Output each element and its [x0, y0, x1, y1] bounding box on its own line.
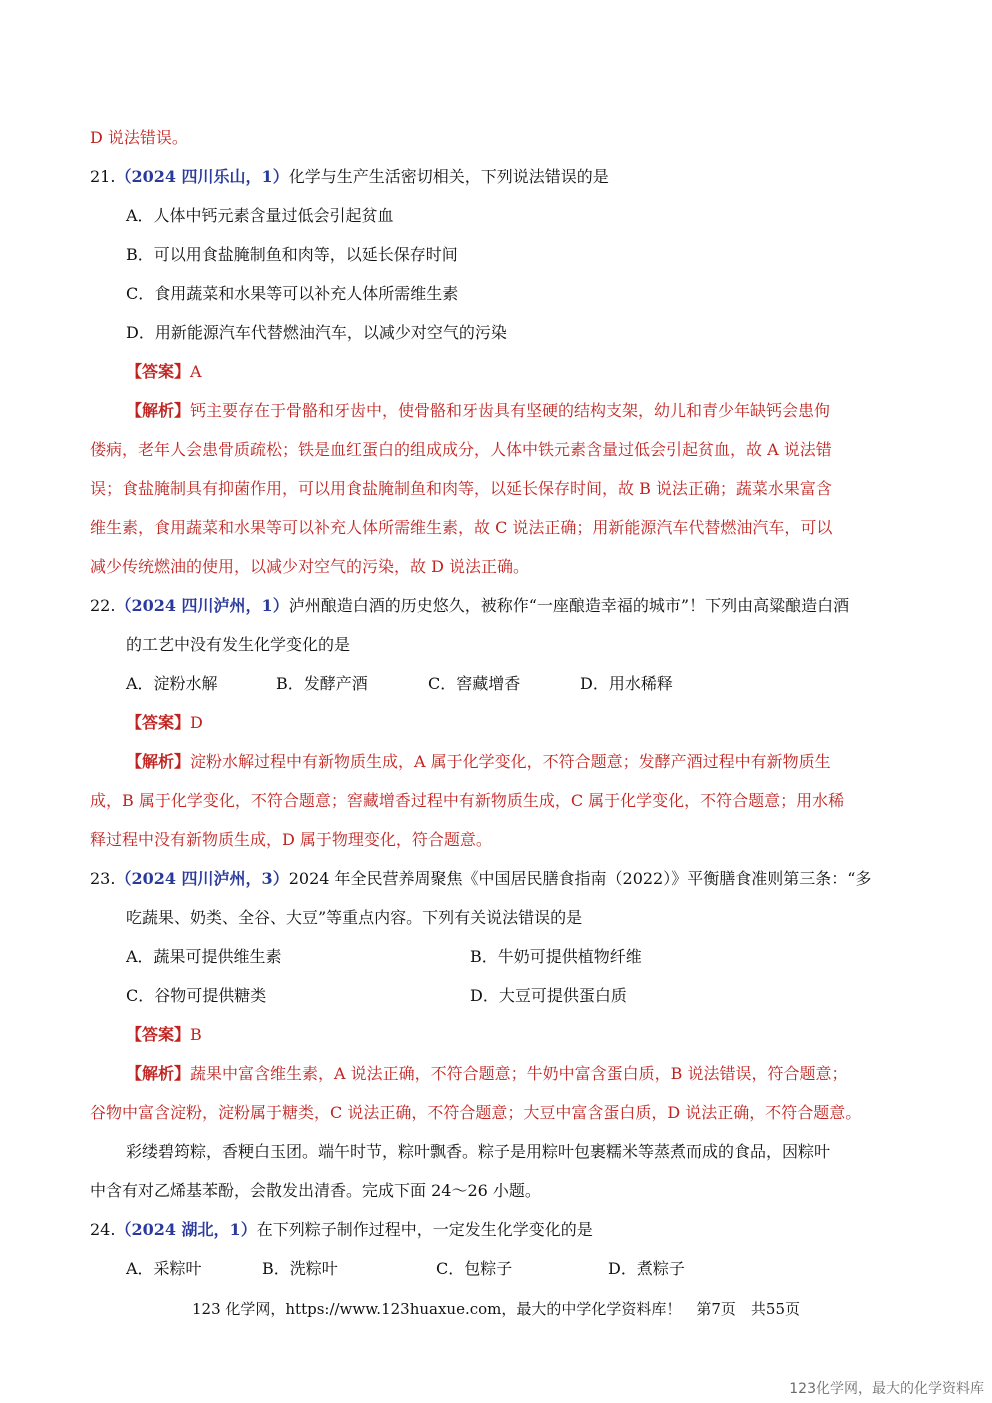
question-22-stem-line-2: 的工艺中没有发生化学变化的是: [126, 635, 351, 654]
q22-answer: [126, 712, 203, 734]
question-source-tag: （2024 四川泸州，1）: [115, 596, 289, 615]
q22-analysis-line-3: 释过程中没有新物质生成，D 属于物理变化，符合题意。: [90, 830, 492, 849]
site-watermark: 123化学网，最大的化学资料库: [789, 1381, 984, 1397]
question-number: 24.: [90, 1220, 116, 1239]
answer-label: 【答案】: [126, 713, 191, 732]
q23-option-c: C．谷物可提供糖类: [126, 986, 267, 1005]
q24-option-a: A．采粽叶: [126, 1259, 202, 1278]
q22-analysis-line-1: [126, 751, 831, 773]
q21-analysis-line-3: 误；食盐腌制具有抑菌作用，可以用食盐腌制鱼和肉等，以延长保存时间，故 B 说法正确；蔬菜水果富含: [90, 479, 832, 498]
question-source-tag: （2024 四川乐山，1）: [115, 167, 289, 186]
question-number: 22.: [90, 596, 116, 615]
analysis-label: 【解析】: [126, 1064, 191, 1083]
q21-option-d: D．用新能源汽车代替燃油汽车，以减少对空气的污染: [126, 323, 507, 342]
question-23-stem-line-2: 吃蔬果、奶类、全谷、大豆”等重点内容。下列有关说法错误的是: [126, 908, 583, 927]
q21-option-b: B．可以用食盐腌制鱼和肉等，以延长保存时间: [126, 245, 458, 264]
q21-analysis-line-1: [126, 400, 830, 422]
question-source-tag: （2024 四川泸州，3）: [115, 869, 289, 888]
question-text: 在下列粽子制作过程中，一定发生化学变化的是: [256, 1220, 593, 1239]
question-23-stem-line-1: [90, 868, 871, 890]
q23-analysis-line-1: [126, 1063, 848, 1085]
answer-value: D: [190, 713, 203, 732]
q22-option-b: B．发酵产酒: [276, 674, 368, 693]
question-number: 21.: [90, 167, 116, 186]
question-text: 泸州酿造白酒的历史悠久，被称作“一座酿造幸福的城市”！下列由高粱酿造白酒: [288, 596, 850, 615]
analysis-text: 钙主要存在于骨骼和牙齿中，使骨骼和牙齿具有坚硬的结构支架，幼儿和青少年缺钙会患佝: [190, 401, 831, 420]
analysis-label: 【解析】: [126, 752, 191, 771]
q21-answer: [126, 361, 202, 383]
question-number: 23.: [90, 869, 116, 888]
question-24-stem: [90, 1219, 593, 1241]
analysis-text: 蔬果中富含维生素，A 说法正确，不符合题意；牛奶中富含蛋白质，B 说法错误，符合题意；: [190, 1064, 848, 1083]
q24-option-c: C．包粽子: [436, 1259, 513, 1278]
q21-option-c: C．食用蔬菜和水果等可以补充人体所需维生素: [126, 284, 459, 303]
q24-option-b: B．洗粽叶: [262, 1259, 338, 1278]
q22-analysis-line-2: 成，B 属于化学变化，不符合题意；窖藏增香过程中有新物质生成，C 属于化学变化，不符合题意；用水稀: [90, 791, 845, 810]
question-text: 2024 年全民营养周聚焦《中国居民膳食指南（2022）》平衡膳食准则第三条：“多: [288, 869, 872, 888]
q23-option-a: A．蔬果可提供维生素: [126, 947, 282, 966]
q22-option-c: C．窖藏增香: [428, 674, 521, 693]
answer-label: 【答案】: [126, 1025, 191, 1044]
previous-analysis-end: D 说法错误。: [90, 128, 188, 147]
q21-analysis-line-2: 偻病，老年人会患骨质疏松；铁是血红蛋白的组成成分，人体中铁元素含量过低会引起贫血，故 A 说法错: [90, 440, 832, 459]
q23-answer: [126, 1024, 202, 1046]
question-text: 化学与生产生活密切相关，下列说法错误的是: [288, 167, 609, 186]
answer-value: A: [190, 362, 202, 381]
question-source-tag: （2024 湖北，1）: [115, 1220, 257, 1239]
q23-option-d: D．大豆可提供蛋白质: [470, 986, 627, 1005]
question-21-stem: [90, 166, 609, 188]
page-footer: 123 化学网，https://www.123huaxue.com，最大的中学化学资料库！ 第7页 共55页: [191, 1300, 801, 1318]
question-22-stem-line-1: [90, 595, 849, 617]
q23-analysis-line-2: 谷物中富含淀粉，淀粉属于糖类，C 说法正确，不符合题意；大豆中富含蛋白质，D 说法正确，不符合题意。: [90, 1103, 862, 1122]
answer-label: 【答案】: [126, 362, 191, 381]
q22-option-d: D．用水稀释: [580, 674, 673, 693]
analysis-text: 淀粉水解过程中有新物质生成，A 属于化学变化，不符合题意；发酵产酒过程中有新物质生: [190, 752, 831, 771]
q24-option-d: D．煮粽子: [608, 1259, 685, 1278]
analysis-label: 【解析】: [126, 401, 191, 420]
q22-option-a: A．淀粉水解: [126, 674, 218, 693]
q21-analysis-line-5: 减少传统燃油的使用，以减少对空气的污染，故 D 说法正确。: [90, 557, 530, 576]
passage-line-1: 彩缕碧筠粽，香粳白玉团。端午时节，粽叶飘香。粽子是用粽叶包裹糯米等蒸煮而成的食品，因粽叶: [126, 1142, 831, 1161]
q21-analysis-line-4: 维生素，食用蔬菜和水果等可以补充人体所需维生素，故 C 说法正确；用新能源汽车代替燃油汽车，可以: [90, 518, 833, 537]
passage-line-2: 中含有对乙烯基苯酚，会散发出清香。完成下面 24～26 小题。: [90, 1181, 541, 1200]
answer-value: B: [190, 1025, 202, 1044]
q21-option-a: A．人体中钙元素含量过低会引起贫血: [126, 206, 394, 225]
q23-option-b: B．牛奶可提供植物纤维: [470, 947, 642, 966]
